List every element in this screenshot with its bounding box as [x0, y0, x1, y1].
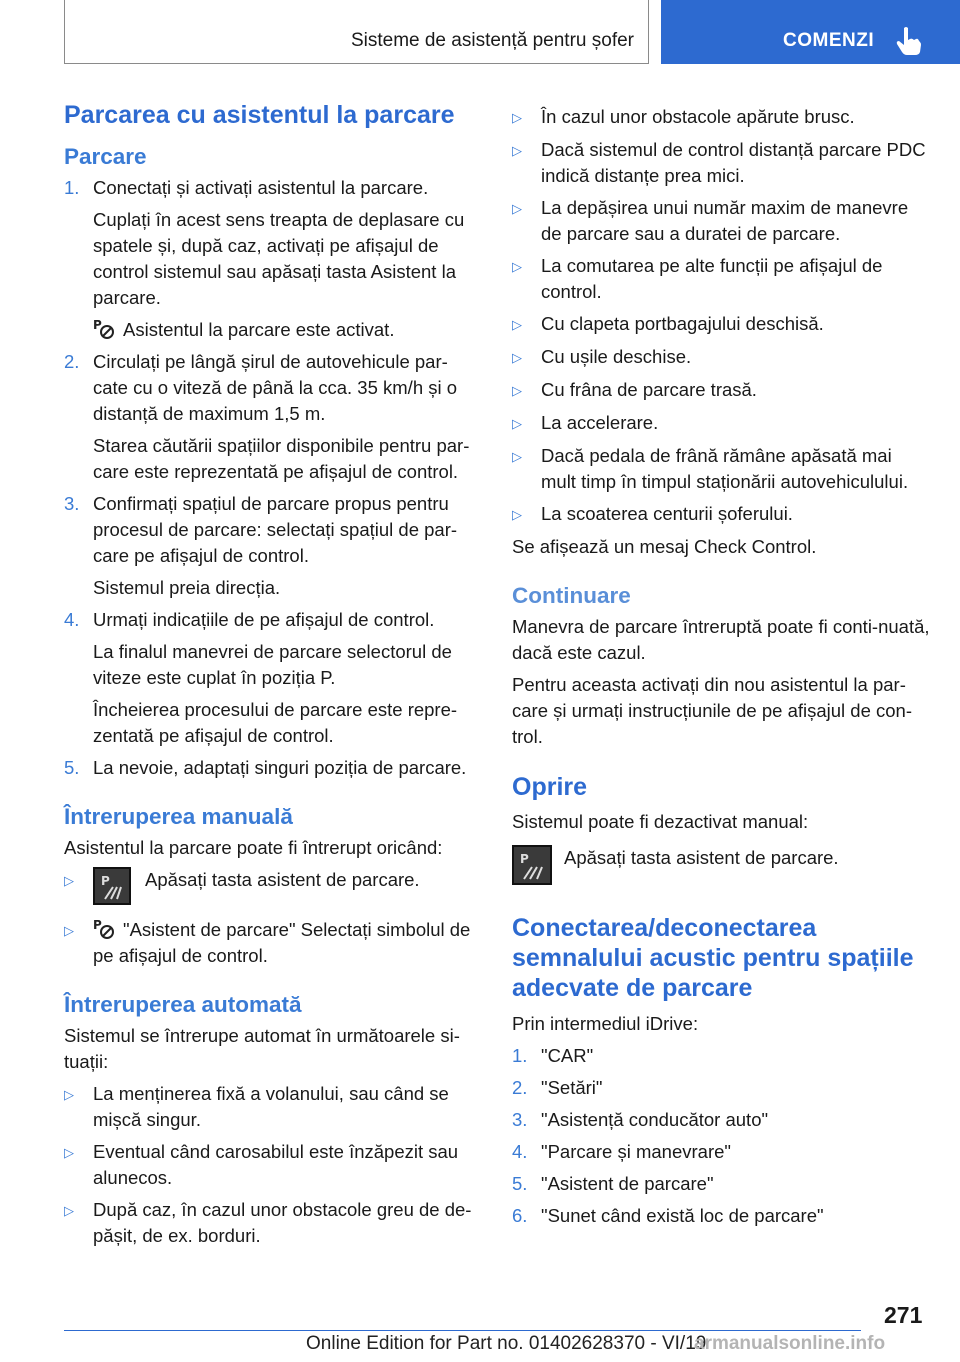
list-item-text: Cu frâna de parcare trasă.: [541, 379, 757, 400]
right-column: [512, 104, 930, 1229]
step-number: 1.: [512, 1045, 528, 1066]
footer-edition: Online Edition for Part no. 01402628370 - VI/19: [306, 1333, 707, 1354]
step-item: [512, 1203, 930, 1229]
bullet-triangle-icon: ▷: [512, 507, 522, 522]
section-heading-manual: Întreruperea manuală: [64, 804, 293, 829]
list-item-text: Apăsați tasta asistent de parcare.: [145, 869, 420, 890]
list-item: [512, 195, 930, 247]
page-title: Parcarea cu asistentul la parcare: [64, 101, 455, 129]
step-text: Conectați și activați asistentul la parcare.: [93, 177, 429, 198]
step-text: La nevoie, adaptați singuri poziția de parcare.: [93, 757, 467, 778]
oprire-intro: Sistemul poate fi dezactivat manual:: [512, 811, 809, 832]
list-item-text: Cu clapeta portbagajului deschisă.: [541, 313, 824, 334]
page-number: 271: [884, 1302, 923, 1328]
step-text: "Sunet când există loc de parcare": [541, 1205, 824, 1226]
left-column: [64, 100, 482, 1249]
header-section-box: [64, 0, 649, 64]
parking-assistant-icon: [93, 318, 117, 340]
bullet-triangle-icon: ▷: [512, 317, 522, 332]
step-item: [512, 1107, 930, 1133]
step-note: [93, 317, 482, 343]
step-item: [512, 1171, 930, 1197]
list-item: [64, 1081, 482, 1133]
svg-text:P: P: [93, 318, 102, 332]
list-item-text: Dacă sistemul de control distanță parcare PDC indică distanțe prea mici.: [541, 139, 926, 186]
list-item-text: La scoaterea centurii șoferului.: [541, 503, 793, 524]
step-number: 5.: [512, 1173, 528, 1194]
header-tab-comenzi[interactable]: [661, 0, 960, 64]
svg-text:P: P: [520, 852, 529, 866]
step-text: "Parcare și manevrare": [541, 1141, 731, 1162]
list-item-text: La depășirea unui număr maxim de manevre de parcare sau a duratei de parcare.: [541, 197, 909, 244]
bullet-triangle-icon: ▷: [512, 259, 522, 274]
header-section-title: Sisteme de asistență pentru șofer: [350, 30, 634, 51]
step-detail: Cuplați în acest sens treapta de deplasare cu spatele și, după caz, activați pe afișajul de control sistemul sau apăsați tasta Asistent la parcare.: [93, 209, 465, 308]
step-text: "CAR": [541, 1045, 594, 1066]
step-number: 3.: [512, 1109, 528, 1130]
step-text: Circulați pe lângă șirul de autovehicule par-cate cu o viteză de până la cca. 35 km/h și o distanță de maximum 1,5 m.: [93, 351, 458, 424]
list-item-text: La comutarea pe alte funcții pe afișajul de control.: [541, 255, 883, 302]
step-number: 3.: [64, 493, 80, 514]
bullet-triangle-icon: ▷: [64, 923, 74, 938]
list-item: [512, 501, 930, 528]
parking-button-icon: [512, 845, 552, 885]
list-item-text: "Asistent de parcare" Selectați simbolul de pe afișajul de control.: [93, 919, 471, 966]
parking-button-icon: [93, 867, 131, 905]
bullet-triangle-icon: ▷: [512, 201, 522, 216]
step-number: 1.: [64, 177, 80, 198]
step-text: Confirmați spațiul de parcare propus pentru procesul de parcare: selectați spațiul de par-care pe afișajul de control.: [93, 493, 458, 566]
list-item: [512, 443, 930, 495]
check-control-text: Se afișează un mesaj Check Control.: [512, 536, 817, 557]
footer-divider: [64, 1330, 861, 1331]
step-number: 2.: [512, 1077, 528, 1098]
section-heading-oprire: Oprire: [512, 773, 588, 801]
list-item: [64, 867, 482, 905]
step-item: [64, 349, 482, 485]
header-tab-label: COMENZI: [783, 30, 875, 51]
step-detail: Starea căutării spațiilor disponibile pentru par-care este reprezentată pe afișajul de control.: [93, 435, 470, 482]
list-item: [512, 311, 930, 338]
bullet-triangle-icon: ▷: [512, 383, 522, 398]
step-detail: Încheierea procesului de parcare este repre-zentată pe afișajul de control.: [93, 699, 458, 746]
step-item: [512, 1139, 930, 1165]
step-number: 4.: [64, 609, 80, 630]
list-item-text: În cazul unor obstacole apărute brusc.: [541, 106, 855, 127]
continuare-text: Pentru aceasta activați din nou asistentul la par-care și urmați instrucțiunile de pe afișajul de con-trol.: [512, 674, 912, 747]
section-heading-semnal: Conectarea/deconectarea semnalului acustic pentru spațiile adecvate de parcare: [512, 914, 914, 1002]
section-heading-auto: Întreruperea automată: [64, 992, 302, 1017]
list-item: [512, 344, 930, 371]
step-item: [64, 491, 482, 601]
list-item: [512, 137, 930, 189]
bullet-triangle-icon: ▷: [64, 1145, 74, 1160]
step-item: [512, 1043, 930, 1069]
step-detail: La finalul manevrei de parcare selectorul de viteze este cuplat în poziția P.: [93, 641, 452, 688]
svg-text:P: P: [101, 874, 110, 888]
step-item: [64, 607, 482, 749]
step-text: Urmați indicațiile de pe afișajul de control.: [93, 609, 435, 630]
list-item: [512, 377, 930, 404]
bullet-triangle-icon: ▷: [512, 143, 522, 158]
bullet-triangle-icon: ▷: [64, 1087, 74, 1102]
list-item-text: După caz, în cazul unor obstacole greu de de-pășit, de ex. borduri.: [93, 1199, 472, 1246]
bullet-triangle-icon: ▷: [512, 416, 522, 431]
step-text: "Asistent de parcare": [541, 1173, 714, 1194]
bullet-triangle-icon: ▷: [64, 1203, 74, 1218]
continuare-text: Manevra de parcare întreruptă poate fi conti-nuată, dacă este cazul.: [512, 616, 930, 663]
list-item-text: Dacă pedala de frână rămâne apăsată mai mult timp în timpul staționării autovehiculului.: [541, 445, 909, 492]
step-text: "Setări": [541, 1077, 603, 1098]
step-item: [512, 1075, 930, 1101]
list-item: [64, 1197, 482, 1249]
step-item: [64, 175, 482, 343]
bullet-triangle-icon: ▷: [512, 449, 522, 464]
section-heading-parcare: Parcare: [64, 144, 147, 169]
hand-pointer-icon: [896, 26, 922, 56]
step-detail: Sistemul preia direcția.: [93, 577, 281, 598]
manual-intro: Asistentul la parcare poate fi întrerupt oricând:: [64, 837, 443, 858]
bullet-triangle-icon: ▷: [64, 873, 74, 888]
list-item-text: La menținerea fixă a volanului, sau când se mișcă singur.: [93, 1083, 449, 1130]
parking-assistant-icon: [93, 918, 117, 940]
list-item: [512, 410, 930, 437]
svg-text:P: P: [93, 918, 102, 932]
step-item: [64, 755, 482, 781]
bullet-triangle-icon: ▷: [512, 350, 522, 365]
footer-watermark: armanualsonline.info: [694, 1333, 886, 1354]
list-item-text: Eventual când carosabilul este înzăpezit sau alunecos.: [93, 1141, 459, 1188]
section-heading-continuare: Continuare: [512, 583, 631, 608]
list-item: [64, 1139, 482, 1191]
bullet-triangle-icon: ▷: [512, 110, 522, 125]
step-number: 2.: [64, 351, 80, 372]
semnal-intro: Prin intermediul iDrive:: [512, 1013, 699, 1034]
step-text: "Asistență conducător auto": [541, 1109, 769, 1130]
step-number: 6.: [512, 1205, 528, 1226]
list-item-text: La accelerare.: [541, 412, 659, 433]
oprire-item-text: Apăsați tasta asistent de parcare.: [564, 847, 839, 868]
list-item: [512, 104, 930, 131]
step-note-text: Asistentul la parcare este activat.: [123, 319, 395, 340]
auto-intro: Sistemul se întrerupe automat în următoarele si-tuații:: [64, 1025, 460, 1072]
oprire-item: [512, 845, 930, 885]
list-item-text: Cu ușile deschise.: [541, 346, 692, 367]
list-item: [512, 253, 930, 305]
step-number: 4.: [512, 1141, 528, 1162]
step-number: 5.: [64, 757, 80, 778]
list-item: [64, 917, 482, 969]
